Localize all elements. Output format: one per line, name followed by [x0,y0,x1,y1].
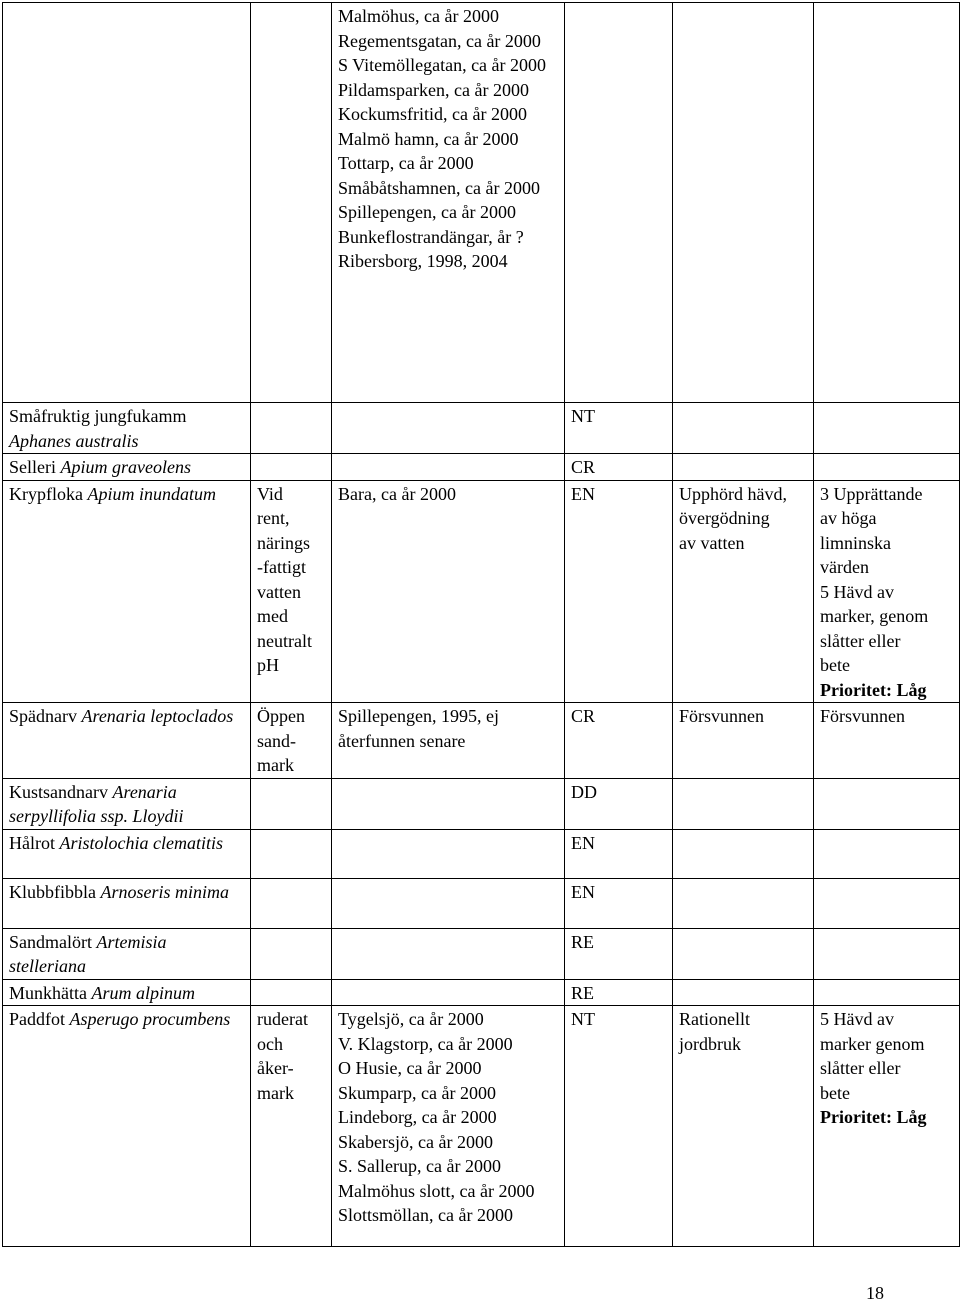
species-swedish-name: Sandmalört [9,931,92,952]
action-line: 5 Hävd av [820,1009,894,1029]
locality-line: Tottarp, ca år 2000 [338,153,474,173]
habitat-line: med [257,606,288,626]
status-cell [565,3,673,403]
species-cell [3,703,251,779]
action-cell [814,979,960,1006]
action-line: limninska [820,532,891,553]
habitat-line: Vid [257,483,283,504]
status-cell [565,480,673,703]
table-row [3,454,960,481]
habitat-line: pH [257,655,279,675]
threat-cell [673,878,814,928]
action-cell [814,403,960,454]
locality-line: Slottsmöllan, ca år 2000 [338,1205,513,1225]
action-line: 5 Hävd av [820,581,894,602]
species-cell [3,1006,251,1247]
table-row [3,928,960,979]
action-cell [814,928,960,979]
locality-line: Småbåtshamnen, ca år 2000 [338,177,540,198]
action-cell [814,3,960,403]
redlist-status: CR [571,457,596,477]
localities-cell [332,454,565,481]
threat-cell [673,829,814,878]
action-cell [814,1006,960,1247]
species-latin-name: Arenaria leptoclados [81,706,234,726]
habitat-cell [251,454,332,481]
page-number: 18 [866,1283,884,1303]
action-line: slåtter eller [820,1058,901,1078]
locality-line: O Husie, ca år 2000 [338,1058,482,1078]
habitat-line: mark [257,1082,294,1103]
habitat-cell [251,1006,332,1247]
status-cell [565,778,673,829]
table-row [3,1006,960,1247]
status-cell [565,829,673,878]
species-swedish-name: Hålrot [9,832,55,853]
locality-line: Lindeborg, ca år 2000 [338,1107,497,1127]
habitat-line: -fattigt [257,557,306,577]
status-cell [565,878,673,928]
species-cell [3,3,251,403]
species-cell [3,778,251,829]
action-line: slåtter eller [820,630,901,651]
species-latin-name: Artemisia stelleriana [9,931,167,976]
redlist-status: NT [571,406,595,426]
status-cell [565,979,673,1006]
redlist-status: NT [571,1009,595,1029]
threat-cell [673,3,814,403]
action-cell [814,829,960,878]
action-cell [814,778,960,829]
action-line: bete [820,655,850,675]
action-cell [814,480,960,703]
threat-cell [673,403,814,454]
localities-cell [332,979,565,1006]
habitat-cell [251,480,332,703]
habitat-line: sand- [257,730,296,751]
habitat-cell [251,778,332,829]
species-cell [3,878,251,928]
habitat-cell [251,3,332,403]
localities-cell [332,3,565,403]
locality-line: Regementsgatan, ca år 2000 [338,30,541,51]
species-table-body [3,3,960,1247]
species-latin-name: Arnoseris minima [100,881,230,902]
table-row [3,778,960,829]
localities-cell [332,928,565,979]
priority-label: Prioritet: Låg [820,679,927,700]
species-cell [3,979,251,1006]
threat-cell [673,1006,814,1247]
threat-cell [673,979,814,1006]
threat-line: övergödning [679,508,770,528]
locality-line: Ribersborg, 1998, 2004 [338,251,508,271]
priority-label: Prioritet: Låg [820,1107,927,1127]
localities-cell [332,480,565,703]
locality-line: Tygelsjö, ca år 2000 [338,1009,484,1029]
habitat-line: rent, [257,508,290,528]
species-swedish-name: Munkhätta [9,982,87,1003]
species-latin-name: Apium graveolens [60,457,191,477]
localities-cell [332,829,565,878]
localities-cell [332,703,565,779]
habitat-cell [251,878,332,928]
locality-line: Pildamsparken, ca år 2000 [338,79,529,100]
locality-line: S. Sallerup, ca år 2000 [338,1156,501,1176]
action-cell [814,878,960,928]
habitat-cell [251,703,332,779]
habitat-cell [251,403,332,454]
species-latin-name: Arum alpinum [91,982,195,1003]
redlist-status: RE [571,982,595,1003]
locality-line: S Vitemöllegatan, ca år 2000 [338,55,547,75]
table-row [3,979,960,1006]
locality-line: Spillepengen, 1995, ej återfunnen senare [338,706,499,751]
species-cell [3,829,251,878]
species-swedish-name: Småfruktig jungfukamm [9,406,187,426]
species-cell [3,480,251,703]
species-latin-name: Aristolochia clematitis [59,832,223,853]
species-swedish-name: Paddfot [9,1009,65,1029]
threat-cell [673,928,814,979]
habitat-line: mark [257,755,294,775]
locality-line: Malmöhus, ca år 2000 [338,6,499,26]
table-row [3,878,960,928]
localities-cell [332,778,565,829]
table-row [3,480,960,703]
table-row [3,703,960,779]
redlist-status: EN [571,881,595,902]
threat-line: Upphörd hävd, [679,483,787,504]
species-cell [3,928,251,979]
status-cell [565,403,673,454]
threat-cell [673,480,814,703]
habitat-line: och [257,1033,283,1054]
species-cell [3,454,251,481]
threat-line: jordbruk [679,1033,741,1054]
species-latin-name: Apium inundatum [87,483,216,504]
locality-line: Bara, ca år 2000 [338,483,456,504]
threat-cell [673,778,814,829]
threat-cell [673,454,814,481]
redlist-status: CR [571,706,596,726]
action-cell [814,703,960,779]
species-cell [3,403,251,454]
species-latin-name: Asperugo procumbens [69,1009,231,1029]
threat-line: av vatten [679,532,745,553]
locality-line: Bunkeflostrandängar, år ? [338,226,524,247]
threat-line: Rationellt [679,1009,750,1029]
species-table [2,2,960,1247]
action-line: värden [820,557,869,577]
action-line: av höga [820,508,877,528]
habitat-line: ruderat [257,1009,308,1029]
action-line: bete [820,1082,850,1103]
redlist-status: RE [571,931,595,952]
locality-line: Spillepengen, ca år 2000 [338,202,516,222]
threat-line: Försvunnen [679,706,764,726]
redlist-status: EN [571,483,595,504]
status-cell [565,703,673,779]
redlist-status: EN [571,832,595,853]
locality-line: Skabersjö, ca år 2000 [338,1131,493,1152]
locality-line: Skumparp, ca år 2000 [338,1082,496,1103]
status-cell [565,1006,673,1247]
table-row [3,3,960,403]
locality-line: Kockumsfritid, ca år 2000 [338,104,527,124]
habitat-cell [251,829,332,878]
habitat-line: Öppen [257,706,305,726]
habitat-cell [251,928,332,979]
action-line: marker genom [820,1033,925,1054]
habitat-line: närings [257,532,310,553]
localities-cell [332,1006,565,1247]
locality-line: V. Klagstorp, ca år 2000 [338,1033,513,1054]
species-swedish-name: Selleri [9,457,56,477]
localities-cell [332,878,565,928]
habitat-line: åker- [257,1058,294,1078]
locality-line: Malmöhus slott, ca år 2000 [338,1180,535,1201]
species-swedish-name: Spädnarv [9,706,77,726]
habitat-cell [251,979,332,1006]
species-swedish-name: Krypfloka [9,483,83,504]
localities-cell [332,403,565,454]
species-latin-name: Arenaria serpyllifolia ssp. Lloydii [9,781,184,826]
action-line: 3 Upprättande [820,483,923,504]
habitat-line: neutralt [257,630,312,651]
table-row [3,403,960,454]
action-line: marker, genom [820,606,929,626]
status-cell [565,454,673,481]
threat-cell [673,703,814,779]
habitat-line: vatten [257,581,301,602]
redlist-status: DD [571,781,597,802]
species-swedish-name: Kustsandnarv [9,781,108,802]
locality-line: Malmö hamn, ca år 2000 [338,128,519,149]
action-line: Försvunnen [820,706,905,726]
action-cell [814,454,960,481]
species-swedish-name: Klubbfibbla [9,881,96,902]
table-row [3,829,960,878]
species-latin-name: Aphanes australis [9,430,139,451]
status-cell [565,928,673,979]
